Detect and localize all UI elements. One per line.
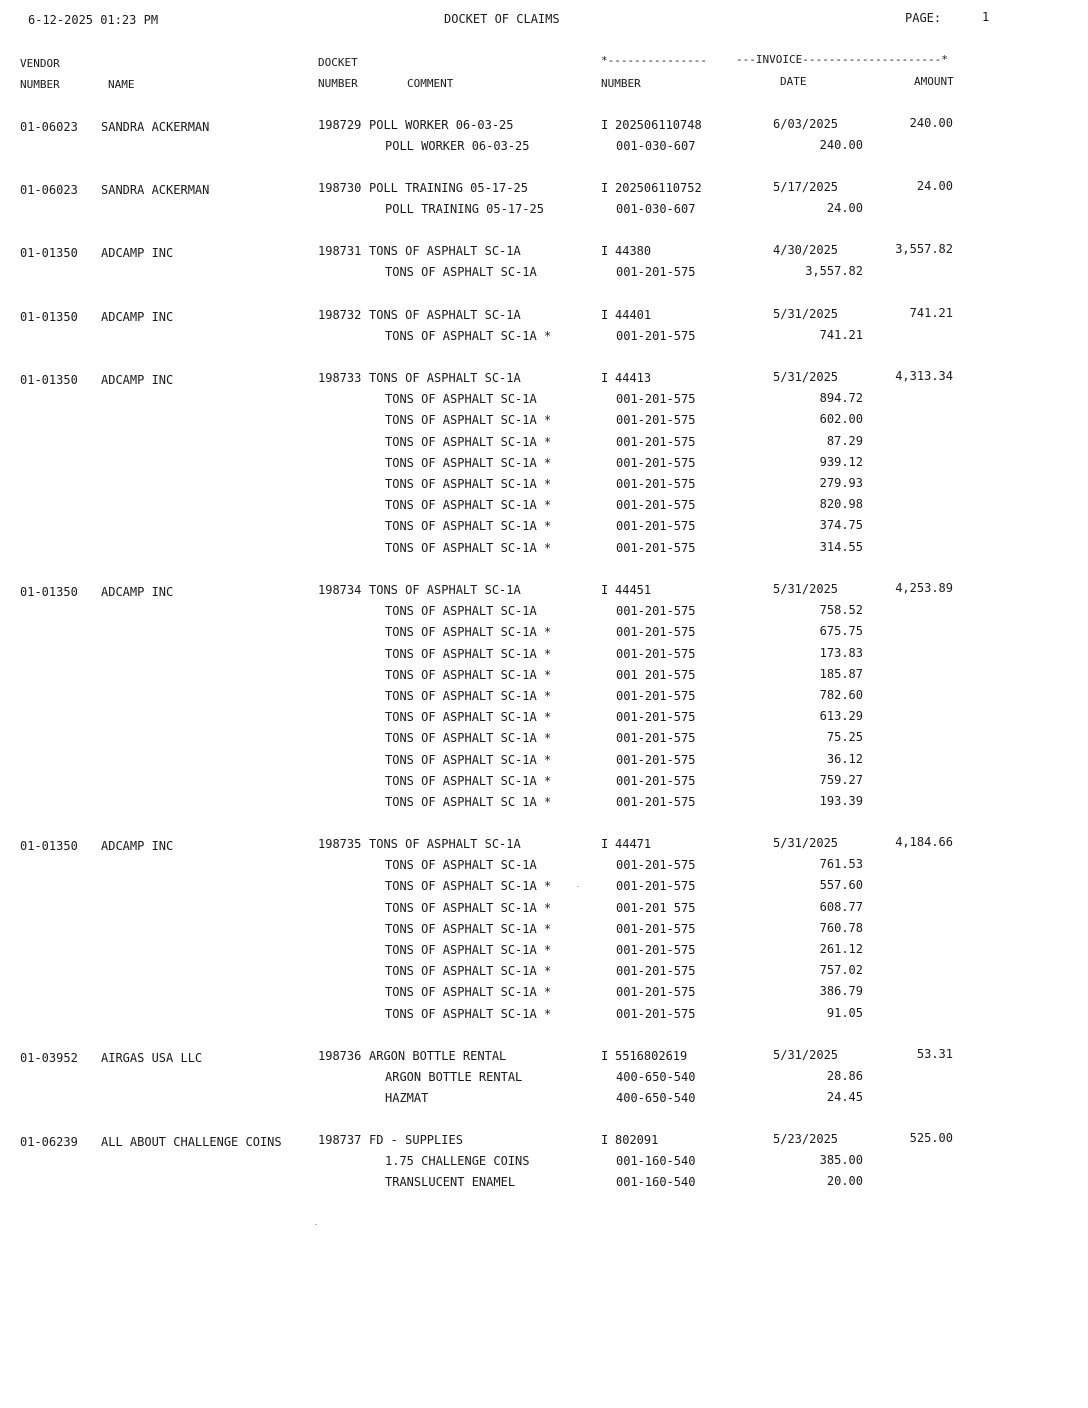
line-description: TONS OF ASPHALT SC-1A *	[385, 731, 552, 745]
line-account: 001-030-607	[616, 139, 696, 153]
invoice-amount: 4,313.34	[895, 369, 953, 383]
invoice-amount: 4,184.66	[895, 835, 953, 849]
claim-comment: TONS OF ASPHALT SC-1A	[369, 244, 521, 258]
line-account: 001-201-575	[616, 985, 696, 999]
line-description: TONS OF ASPHALT SC-1A *	[385, 689, 552, 703]
invoice-amount: 4,253.89	[895, 581, 953, 595]
docket-number: 198736	[318, 1049, 362, 1063]
line-account: 001-201-575	[616, 477, 696, 491]
invoice-type: I	[601, 837, 609, 851]
line-description: 1.75 CHALLENGE COINS	[385, 1154, 530, 1168]
line-description: ARGON BOTTLE RENTAL	[385, 1070, 523, 1084]
line-amount: 314.55	[819, 540, 863, 554]
line-account: 001 201-575	[616, 668, 696, 682]
docket-number: 198734	[318, 583, 362, 597]
line-description: TONS OF ASPHALT SC-1A *	[385, 329, 552, 343]
line-amount: 240.00	[819, 138, 863, 152]
invoice-amount: 3,557.82	[895, 242, 953, 256]
invoice-amount: 24.00	[916, 179, 953, 193]
line-description: TONS OF ASPHALT SC-1A *	[385, 625, 552, 639]
claim-comment: POLL TRAINING 05-17-25	[369, 181, 528, 195]
line-description: TONS OF ASPHALT SC-1A *	[385, 710, 552, 724]
line-amount: 24.45	[826, 1090, 863, 1104]
line-amount: 613.29	[819, 709, 863, 723]
line-account: 001-160-540	[616, 1154, 696, 1168]
line-amount: 820.98	[819, 497, 863, 511]
line-account: 001-160-540	[616, 1175, 696, 1189]
line-amount: 386.79	[819, 984, 863, 998]
scan-speck	[315, 1224, 317, 1225]
line-amount: 608.77	[819, 900, 863, 914]
line-account: 001-201-575	[616, 1007, 696, 1021]
line-amount: 761.53	[819, 857, 863, 871]
line-description: TONS OF ASPHALT SC-1A *	[385, 519, 552, 533]
col-docket-number: NUMBER	[318, 77, 358, 90]
report-datetime: 6-12-2025 01:23 PM	[28, 13, 159, 27]
invoice-date: 5/23/2025	[773, 1132, 839, 1146]
line-amount: 3,557.82	[805, 264, 863, 278]
line-description: TONS OF ASPHALT SC-1A *	[385, 647, 552, 661]
line-description: TONS OF ASPHALT SC-1A *	[385, 985, 552, 999]
vendor-name: SANDRA ACKERMAN	[101, 120, 210, 134]
line-account: 001-201-575	[616, 710, 696, 724]
col-date: DATE	[780, 75, 807, 88]
line-amount: 75.25	[826, 730, 863, 744]
line-account: 001-201-575	[616, 392, 696, 406]
scan-speck	[577, 886, 579, 887]
line-description: HAZMAT	[385, 1091, 429, 1105]
line-description: TONS OF ASPHALT SC-1A *	[385, 964, 552, 978]
line-amount: 193.39	[819, 794, 863, 808]
vendor-name: ADCAMP INC	[101, 373, 174, 387]
line-amount: 741.21	[819, 328, 863, 342]
invoice-amount: 741.21	[909, 306, 953, 320]
claim-comment: ARGON BOTTLE RENTAL	[369, 1049, 507, 1063]
invoice-date: 4/30/2025	[773, 243, 839, 257]
line-account: 001-201-575	[616, 964, 696, 978]
col-comment: COMMENT	[407, 77, 454, 90]
page-label: PAGE:	[905, 11, 942, 25]
vendor-number: 01-06023	[20, 183, 78, 197]
line-account: 001-201-575	[616, 498, 696, 512]
line-description: TONS OF ASPHALT SC-1A	[385, 392, 537, 406]
invoice-date: 6/03/2025	[773, 117, 839, 131]
line-account: 001-201-575	[616, 456, 696, 470]
line-description: TONS OF ASPHALT SC-1A *	[385, 879, 552, 893]
invoice-date: 5/31/2025	[773, 836, 839, 850]
line-description: TONS OF ASPHALT SC-1A	[385, 604, 537, 618]
invoice-type: I	[601, 181, 609, 195]
line-description: TONS OF ASPHALT SC-1A *	[385, 922, 552, 936]
invoice-type: I	[601, 308, 609, 322]
line-account: 001-201-575	[616, 435, 696, 449]
line-account: 001-201-575	[616, 329, 696, 343]
line-account: 001-201-575	[616, 647, 696, 661]
claim-comment: POLL WORKER 06-03-25	[369, 118, 514, 132]
invoice-amount: 240.00	[909, 116, 953, 130]
invoice-date: 5/31/2025	[773, 582, 839, 596]
line-account: 001-201-575	[616, 625, 696, 639]
vendor-number: 01-01350	[20, 373, 78, 387]
line-description: TONS OF ASPHALT SC 1A *	[385, 795, 552, 809]
col-amount: AMOUNT	[914, 75, 954, 88]
invoice-number: 44380	[615, 244, 652, 258]
line-account: 001-201-575	[616, 774, 696, 788]
line-account: 001-201-575	[616, 922, 696, 936]
line-description: TONS OF ASPHALT SC-1A	[385, 858, 537, 872]
line-amount: 24.00	[826, 201, 863, 215]
line-account: 001-201-575	[616, 413, 696, 427]
vendor-name: ADCAMP INC	[101, 310, 174, 324]
line-amount: 385.00	[819, 1153, 863, 1167]
invoice-number: 202506110752	[615, 181, 702, 195]
vendor-number: 01-01350	[20, 585, 78, 599]
page-number: 1	[982, 10, 990, 24]
invoice-amount: 525.00	[909, 1131, 953, 1145]
line-description: TONS OF ASPHALT SC-1A *	[385, 901, 552, 915]
vendor-name: ALL ABOUT CHALLENGE COINS	[101, 1135, 282, 1149]
line-amount: 939.12	[819, 455, 863, 469]
invoice-amount: 53.31	[916, 1047, 953, 1061]
claim-comment: TONS OF ASPHALT SC-1A	[369, 583, 521, 597]
line-account: 001-201 575	[616, 901, 696, 915]
invoice-number: 44401	[615, 308, 652, 322]
line-account: 001-201-575	[616, 795, 696, 809]
invoice-number: 802091	[615, 1133, 659, 1147]
line-description: TONS OF ASPHALT SC-1A *	[385, 477, 552, 491]
invoice-type: I	[601, 118, 609, 132]
invoice-number: 44413	[615, 371, 652, 385]
line-amount: 759.27	[819, 773, 863, 787]
invoice-number: 5516802619	[615, 1049, 688, 1063]
line-amount: 20.00	[826, 1174, 863, 1188]
docket-number: 198730	[318, 181, 362, 195]
line-description: TONS OF ASPHALT SC-1A *	[385, 456, 552, 470]
docket-number: 198731	[318, 244, 362, 258]
line-description: TONS OF ASPHALT SC-1A *	[385, 541, 552, 555]
line-amount: 28.86	[826, 1069, 863, 1083]
invoice-number: 44471	[615, 837, 652, 851]
vendor-number: 01-01350	[20, 839, 78, 853]
col-docket: DOCKET	[318, 56, 358, 69]
invoice-date: 5/31/2025	[773, 370, 839, 384]
line-description: TONS OF ASPHALT SC-1A *	[385, 413, 552, 427]
line-amount: 36.12	[826, 752, 863, 766]
vendor-name: AIRGAS USA LLC	[101, 1051, 203, 1065]
vendor-name: ADCAMP INC	[101, 246, 174, 260]
line-amount: 91.05	[826, 1006, 863, 1020]
line-amount: 185.87	[819, 667, 863, 681]
line-description: TRANSLUCENT ENAMEL	[385, 1175, 516, 1189]
line-description: TONS OF ASPHALT SC-1A *	[385, 498, 552, 512]
invoice-date: 5/31/2025	[773, 1048, 839, 1062]
claim-comment: FD - SUPPLIES	[369, 1133, 463, 1147]
line-amount: 760.78	[819, 921, 863, 935]
docket-number: 198733	[318, 371, 362, 385]
vendor-name: ADCAMP INC	[101, 839, 174, 853]
invoice-banner: ---INVOICE---------------------*	[736, 53, 948, 66]
claim-comment: TONS OF ASPHALT SC-1A	[369, 837, 521, 851]
line-description: TONS OF ASPHALT SC-1A *	[385, 1007, 552, 1021]
invoice-type: I	[601, 1133, 609, 1147]
line-amount: 758.52	[819, 603, 863, 617]
line-description: POLL WORKER 06-03-25	[385, 139, 530, 153]
invoice-type: I	[601, 371, 609, 385]
line-description: TONS OF ASPHALT SC-1A	[385, 265, 537, 279]
line-account: 001-201-575	[616, 753, 696, 767]
line-account: 001-201-575	[616, 858, 696, 872]
docket-number: 198737	[318, 1133, 362, 1147]
line-amount: 782.60	[819, 688, 863, 702]
line-amount: 261.12	[819, 942, 863, 956]
col-name: NAME	[108, 78, 135, 91]
invoice-type: I	[601, 1049, 609, 1063]
vendor-number: 01-03952	[20, 1051, 78, 1065]
line-description: TONS OF ASPHALT SC-1A *	[385, 435, 552, 449]
claim-comment: TONS OF ASPHALT SC-1A	[369, 308, 521, 322]
line-amount: 602.00	[819, 412, 863, 426]
line-account: 400-650-540	[616, 1070, 696, 1084]
invoice-number: 202506110748	[615, 118, 702, 132]
line-amount: 675.75	[819, 624, 863, 638]
line-account: 001-201-575	[616, 943, 696, 957]
vendor-name: ADCAMP INC	[101, 585, 174, 599]
line-account: 001-030-607	[616, 202, 696, 216]
claim-comment: TONS OF ASPHALT SC-1A	[369, 371, 521, 385]
docket-number: 198735	[318, 837, 362, 851]
col-invoice-number: NUMBER	[601, 77, 641, 90]
col-vendor-number: NUMBER	[20, 78, 60, 91]
line-account: 400-650-540	[616, 1091, 696, 1105]
line-account: 001-201-575	[616, 519, 696, 533]
line-account: 001-201-575	[616, 604, 696, 618]
line-description: TONS OF ASPHALT SC-1A *	[385, 943, 552, 957]
invoice-type: I	[601, 583, 609, 597]
docket-number: 198729	[318, 118, 362, 132]
vendor-name: SANDRA ACKERMAN	[101, 183, 210, 197]
docket-number: 198732	[318, 308, 362, 322]
invoice-date: 5/31/2025	[773, 307, 839, 321]
line-description: TONS OF ASPHALT SC-1A *	[385, 753, 552, 767]
line-amount: 557.60	[819, 878, 863, 892]
vendor-number: 01-06023	[20, 120, 78, 134]
line-account: 001-201-575	[616, 731, 696, 745]
line-amount: 894.72	[819, 391, 863, 405]
vendor-number: 01-01350	[20, 246, 78, 260]
line-amount: 173.83	[819, 646, 863, 660]
report-title: DOCKET OF CLAIMS	[444, 12, 560, 26]
line-description: TONS OF ASPHALT SC-1A *	[385, 668, 552, 682]
vendor-number: 01-06239	[20, 1135, 78, 1149]
line-account: 001-201-575	[616, 541, 696, 555]
line-description: POLL TRAINING 05-17-25	[385, 202, 544, 216]
line-amount: 279.93	[819, 476, 863, 490]
line-account: 001-201-575	[616, 879, 696, 893]
line-amount: 374.75	[819, 518, 863, 532]
line-amount: 87.29	[826, 434, 863, 448]
col-vendor: VENDOR	[20, 57, 60, 70]
line-account: 001-201-575	[616, 265, 696, 279]
invoice-type: I	[601, 244, 609, 258]
invoice-banner-left: *---------------	[601, 54, 707, 67]
invoice-number: 44451	[615, 583, 652, 597]
line-description: TONS OF ASPHALT SC-1A *	[385, 774, 552, 788]
line-account: 001-201-575	[616, 689, 696, 703]
vendor-number: 01-01350	[20, 310, 78, 324]
line-amount: 757.02	[819, 963, 863, 977]
invoice-date: 5/17/2025	[773, 180, 839, 194]
